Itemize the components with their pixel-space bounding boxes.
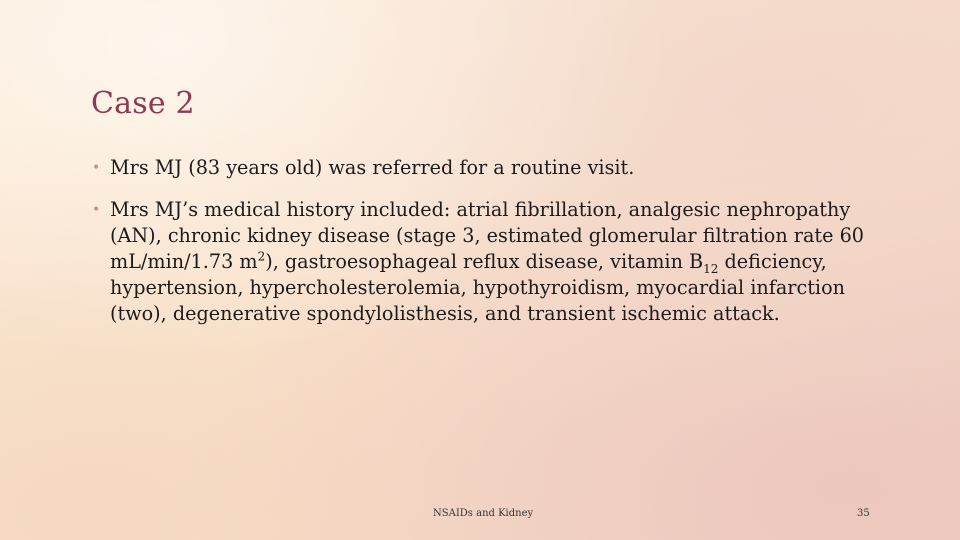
bullet-item: [91, 155, 881, 181]
bullet-marker: •: [92, 202, 101, 218]
bullet-text-part: deficiency, hypertension, hypercholesterolemia, hypothyroidism, myocardial infarction (two), degenerative spondylolisthesis, and transient ischemic attack.: [110, 250, 845, 325]
bullet-item: [91, 197, 881, 327]
footer-text: NSAIDs and Kidney: [433, 508, 534, 519]
bullet-text-part: ), gastroesophageal reflux disease, vitamin B: [265, 250, 704, 273]
subscript: 12: [703, 261, 719, 276]
bullet-list: [91, 155, 881, 343]
bullet-marker: •: [92, 160, 101, 176]
superscript: 2: [257, 249, 266, 264]
page-number: 35: [857, 508, 870, 519]
bullet-text-part: Mrs MJ’s medical history included: atrial fibrillation, analgesic nephropathy (AN), chronic kidney disease (stage 3, estimated glomerular filtration rate 60 mL/min/1.73 m: [110, 198, 864, 273]
bullet-text: Mrs MJ (83 years old) was referred for a routine visit.: [110, 156, 635, 179]
slide-title: Case 2: [91, 86, 195, 121]
